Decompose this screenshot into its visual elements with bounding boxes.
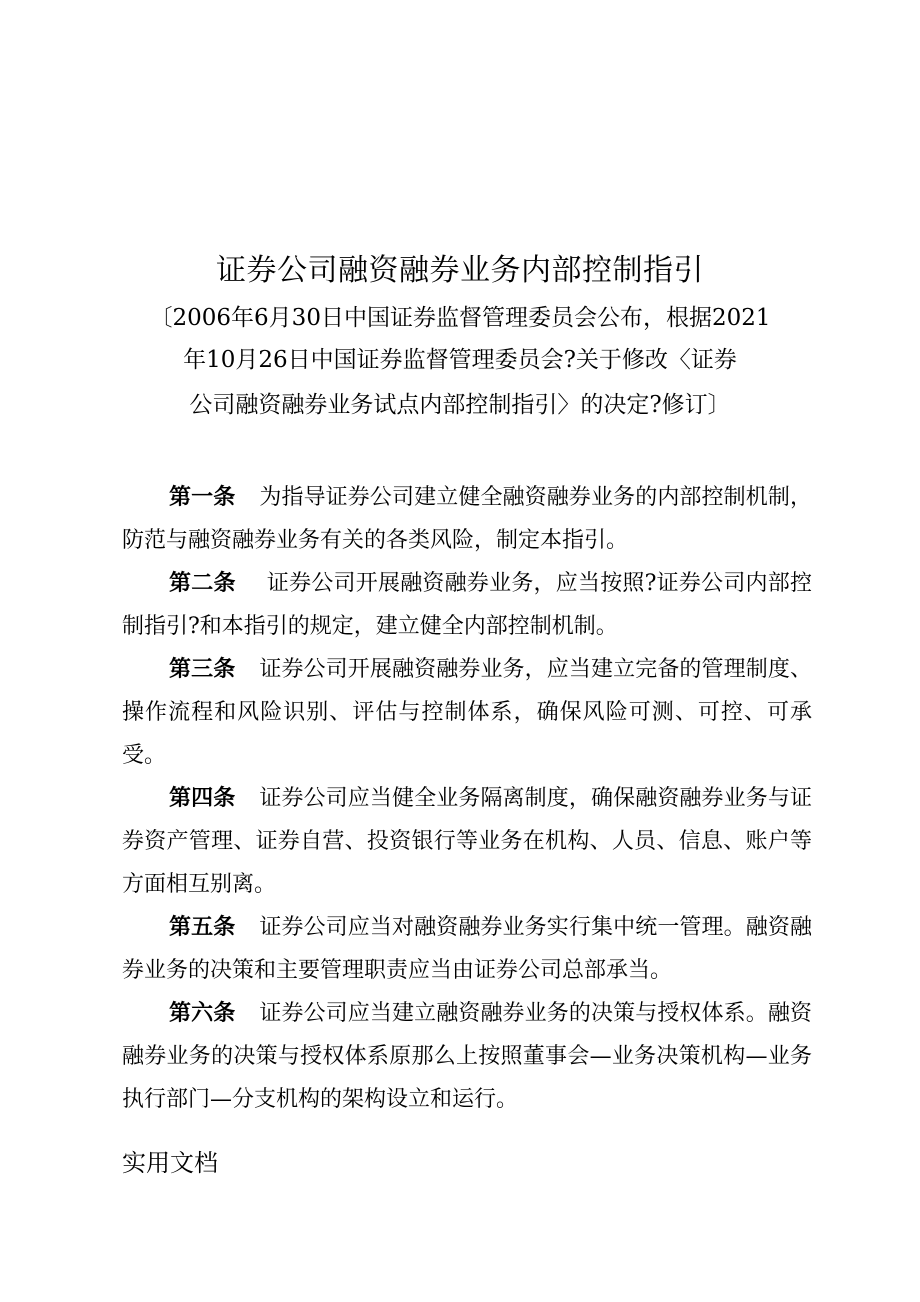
article-text: 为指导证券公司建立健全融资融券业务的内部控制机制，防范与融资融券业务有关的各类风险，制定本指引。 xyxy=(122,485,812,553)
article-3 xyxy=(122,648,812,777)
article-5 xyxy=(122,906,812,992)
article-label: 第五条 xyxy=(169,915,236,940)
article-2 xyxy=(122,562,812,648)
article-label: 第一条 xyxy=(169,485,236,510)
article-text: 证券公司开展融资融券业务，应当按照?证券公司内部控制指引?和本指引的规定，建立健全内部控制机制。 xyxy=(122,571,812,639)
article-text: 证券公司应当建立融资融券业务的决策与授权体系。融资融券业务的决策与授权体系原那么上按照董事会—业务决策机构—业务执行部门—分支机构的架构设立和运行。 xyxy=(122,1001,812,1112)
article-text: 证券公司应当健全业务隔离制度，确保融资融券业务与证券资产管理、证券自营、投资银行等业务在机构、人员、信息、账户等方面相互别离。 xyxy=(122,786,812,897)
article-4 xyxy=(122,777,812,906)
article-text: 证券公司开展融资融券业务，应当建立完备的管理制度、操作流程和风险识别、评估与控制体系，确保风险可测、可控、可承受。 xyxy=(122,657,812,768)
articles-section xyxy=(122,476,812,1121)
page-title: 证券公司融资融券业务内部控制指引 xyxy=(216,253,704,288)
article-label: 第六条 xyxy=(169,1001,236,1026)
subtitle-line-3: 公司融资融券业务试点内部控制指引〉的决定?修订〕 xyxy=(189,392,731,418)
article-label: 第二条 xyxy=(169,571,236,596)
article-1 xyxy=(122,476,812,562)
article-label: 第四条 xyxy=(169,786,236,811)
article-6 xyxy=(122,992,812,1121)
subtitle-line-1: 〔2006年6月30日中国证券监督管理委员会公布，根据2021 xyxy=(149,305,771,331)
article-label: 第三条 xyxy=(169,657,236,682)
subtitle-line-2: 年10月26日中国证券监督管理委员会?关于修改〈证券 xyxy=(183,347,737,373)
footer-note: 实用文档 xyxy=(122,1149,218,1177)
article-text: 证券公司应当对融资融券业务实行集中统一管理。融资融券业务的决策和主要管理职责应当由证券公司总部承当。 xyxy=(122,915,812,983)
